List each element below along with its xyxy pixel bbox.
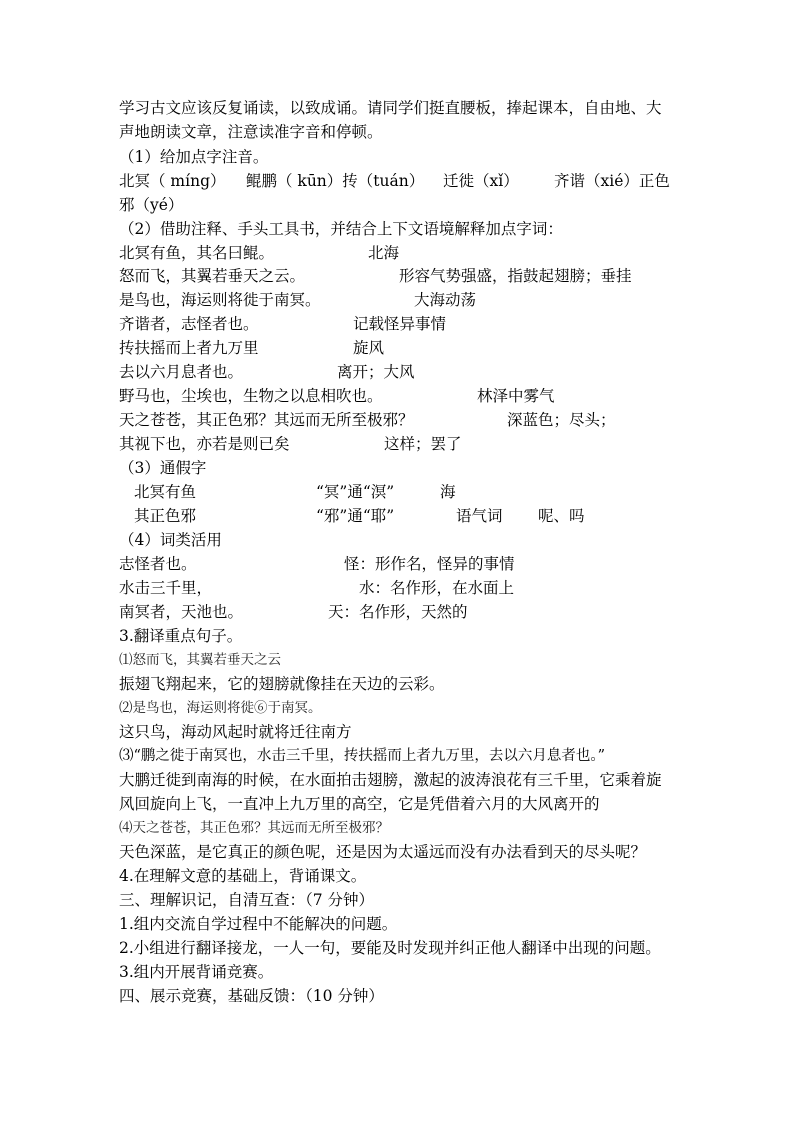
vocab-sentence: 抟扶摇而上者九万里 — [119, 339, 259, 357]
huoyong-sentence: 志怪者也。 — [119, 555, 197, 573]
translate-answer-3-line-1: 大鹏迁徙到南海的时候，在水面拍击翅膀，激起的波涛浪花有三千里，它乘着旋 — [119, 771, 662, 789]
part-3-heading: 三、理解识记，自清互查：（7 分钟） — [119, 891, 375, 909]
vocab-sentence: 其视下也，亦若是则已矣 — [119, 435, 290, 453]
vocab-row — [119, 243, 274, 263]
tongjia-sentence: 北冥有鱼 — [134, 483, 197, 501]
intro-line-1: 学习古文应该反复诵读，以致成诵。请同学们挺直腰板，捧起课本，自由地、大 — [119, 99, 662, 117]
huoyong-sentence: 水击三千里， — [119, 579, 213, 597]
translate-question-2: ⑵是鸟也，海运则将徙⑥于南冥。 — [119, 700, 322, 716]
section-4-heading: （4）词类活用 — [119, 531, 222, 549]
pinyin-qianxi: 迁徙（xǐ） — [443, 172, 519, 190]
huoyong-meaning: 天：名作形，天然的 — [328, 603, 468, 621]
pinyin-qixie: 齐谐（xié）正色 — [554, 172, 670, 190]
part-3-item: 3.组内开展背诵竞赛。 — [119, 963, 274, 981]
tongjia-meaning: 海 — [440, 483, 456, 501]
part-3-item: 2.小组进行翻译接龙，一人一句，要能及时发现并纠正他人翻译中出现的问题。 — [119, 939, 661, 957]
tongjia-rule: “邪”通“耶” — [316, 507, 395, 525]
vocab-sentence: 齐谐者，志怪者也。 — [119, 315, 259, 333]
translate-heading: 3.翻译重点句子。 — [119, 627, 243, 645]
vocab-sentence: 是鸟也，海运则将徙于南冥。 — [119, 291, 321, 309]
section-2-heading: （2）借助注释、手头工具书，并结合上下文语境解释加点字词： — [119, 220, 563, 238]
tongjia-rule: “冥”通“溟” — [316, 483, 395, 501]
tongjia-meaning: 语气词 — [456, 507, 503, 525]
vocab-meaning: 北海 — [368, 244, 400, 262]
vocab-sentence: 北冥有鱼，其名曰鲲。 — [119, 244, 275, 262]
huoyong-sentence: 南冥者，天池也。 — [119, 603, 244, 621]
vocab-sentence: 怒而飞，其翼若垂天之云。 — [119, 267, 306, 285]
vocab-meaning: 这样；罢了 — [384, 435, 462, 453]
translate-answer-1: 振翅飞翔起来，它的翅膀就像挂在天边的云彩。 — [119, 675, 445, 693]
vocab-sentence: 去以六月息者也。 — [119, 363, 244, 381]
pinyin-line-1 — [119, 171, 679, 191]
vocab-meaning: 大海动荡 — [414, 291, 477, 309]
part-3-item: 1.组内交流自学过程中不能解决的问题。 — [119, 915, 398, 933]
translate-answer-2: 这只鸟，海动风起时就将迁往南方 — [119, 723, 352, 741]
pinyin-beiming: 北冥（ míng） — [119, 172, 226, 190]
recite-instruction: 4.在理解文意的基础上，背诵课文。 — [119, 867, 367, 885]
huoyong-meaning: 怪：形作名，怪异的事情 — [344, 555, 515, 573]
translate-answer-3-line-2: 风回旋向上飞，一直冲上九万里的高空，它是凭借着六月的大风离开的 — [119, 795, 600, 813]
vocab-sentence: 天之苍苍，其正色邪？其远而无所至极邪？ — [119, 411, 414, 429]
intro-line-2: 声地朗读文章，注意读准字音和停顿。 — [119, 123, 383, 141]
translate-question-3: ⑶“鹏之徙于南冥也，水击三千里，抟扶摇而上者九万里，去以六月息者也。” — [119, 748, 606, 764]
vocab-sentence: 野马也，尘埃也，生物之以息相吹也。 — [119, 387, 383, 405]
tongjia-extra: 呢、吗 — [538, 507, 585, 525]
vocab-meaning: 旋风 — [353, 339, 385, 357]
vocab-meaning: 形容气势强盛，指鼓起翅膀；垂挂 — [399, 267, 632, 285]
translate-question-1: ⑴怒而飞，其翼若垂天之云 — [119, 652, 281, 668]
vocab-meaning: 记载怪异事情 — [353, 315, 447, 333]
translate-question-4: ⑷天之苍苍，其正色邪？其远而无所至极邪？ — [119, 820, 389, 836]
vocab-meaning: 深蓝色；尽头； — [507, 411, 616, 429]
section-1-heading: （1）给加点字注音。 — [119, 148, 269, 166]
vocab-meaning: 离开；大风 — [337, 363, 415, 381]
translate-answer-4: 天色深蓝，是它真正的颜色呢，还是因为太遥远而没有办法看到天的尽头呢？ — [119, 843, 647, 861]
pinyin-kunpeng-tuan: 鲲鹏（ kūn）抟（tuán） — [246, 172, 425, 190]
huoyong-meaning: 水：名作形，在水面上 — [359, 579, 515, 597]
part-4-heading: 四、展示竞赛，基础反馈：（10 分钟） — [119, 987, 384, 1005]
pinyin-line-2: 邪（yé） — [119, 196, 184, 214]
tongjia-sentence: 其正色邪 — [134, 507, 197, 525]
section-3-heading: （3）通假字 — [119, 459, 207, 477]
vocab-meaning: 林泽中雾气 — [477, 387, 555, 405]
